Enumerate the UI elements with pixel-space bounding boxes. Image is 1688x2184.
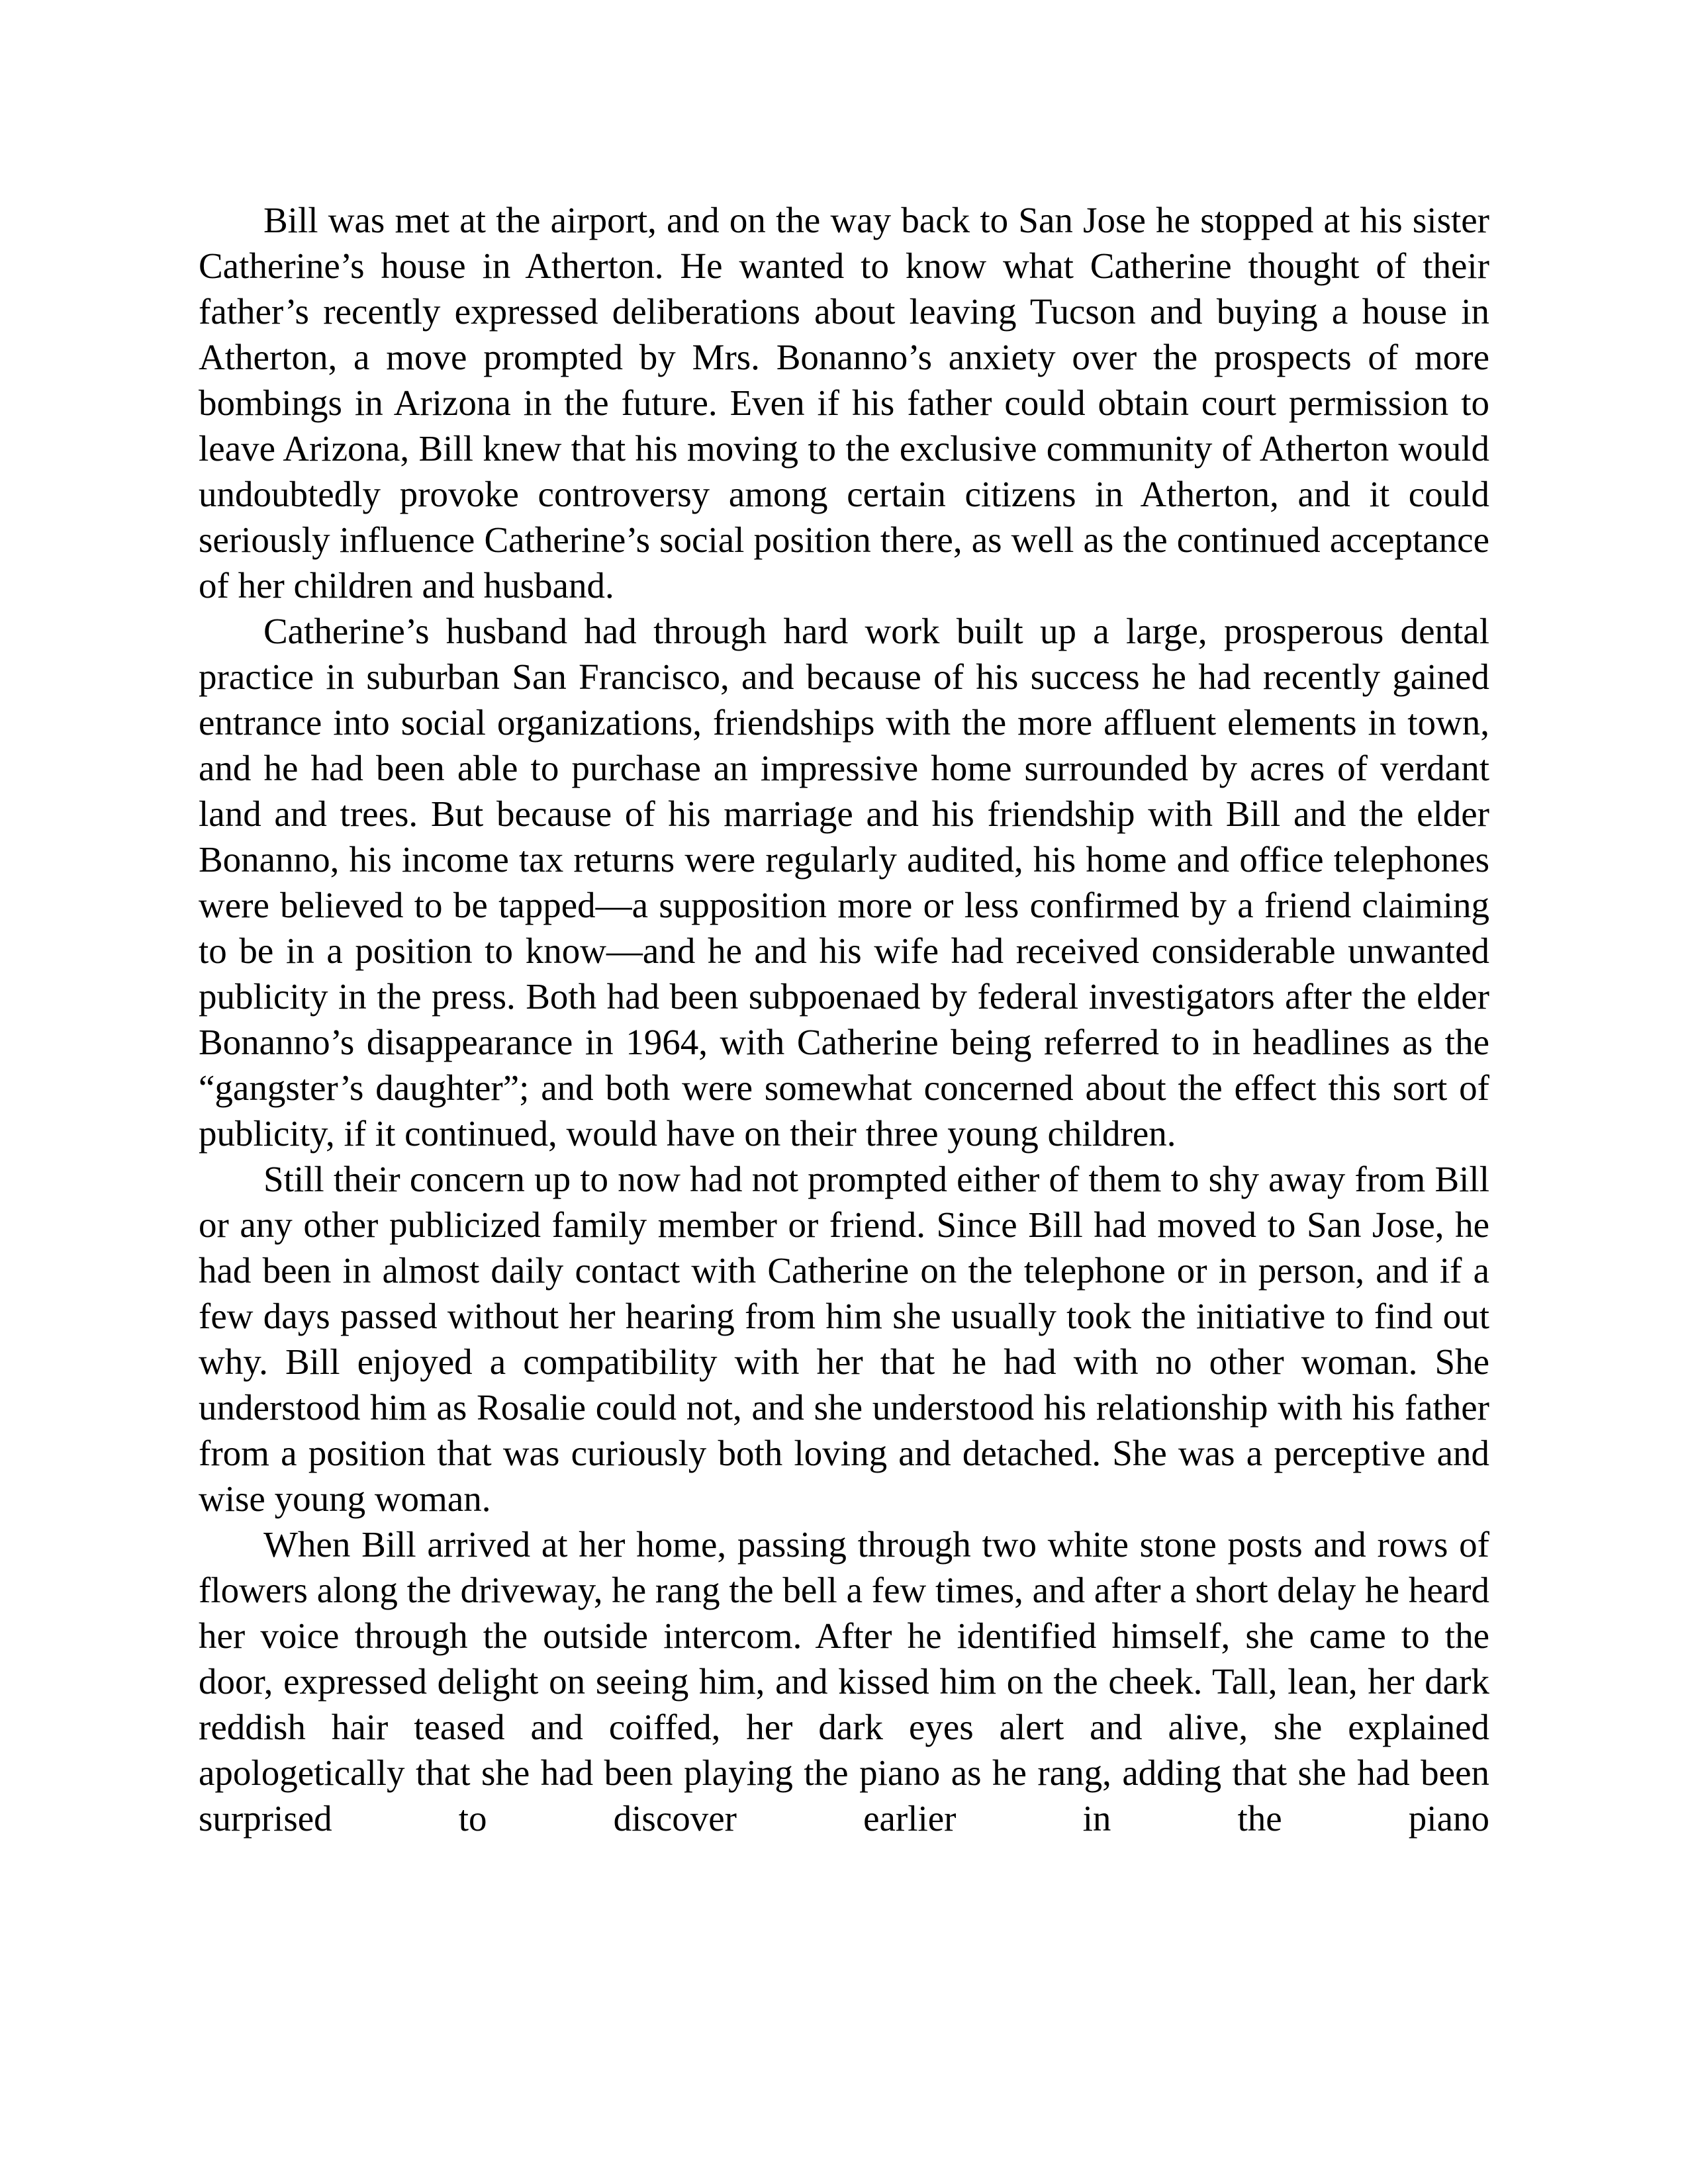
paragraph-3: Still their concern up to now had not prompted either of them to shy away from Bill or any other publicized family member or friend. Since Bill had moved to San Jose, he had been in almost daily contact with Catherine on the telephone or in person, and if a few days passed without her hearing from him she usually took the initiative to find out why. Bill enjoyed a compatibility with her that he had with no other woman. She understood him as Rosalie could not, and she understood his relationship with his father from a position that was curiously both loving and detached. She was a perceptive and wise young woman. bbox=[199, 1159, 1489, 1519]
paragraph-1: Bill was met at the airport, and on the way back to San Jose he stopped at his sister Catherine’s house in Atherton. He wanted to know what Catherine thought of their father’s recently expressed deliberations about leaving Tucson and buying a house in Atherton, a move prompted by Mrs. Bonanno’s anxiety over the prospects of more bombings in Arizona in the future. Even if his father could obtain court permission to leave Arizona, Bill knew that his moving to the exclusive community of Atherton would undoubtedly provoke controversy among certain citizens in Atherton, and it could seriously influence Catherine’s social position there, as well as the continued acceptance of her children and husband. bbox=[199, 200, 1489, 606]
document-page bbox=[199, 197, 1489, 1841]
paragraph-4: When Bill arrived at her home, passing through two white stone posts and rows of flowers along the driveway, he rang the bell a few times, and after a short delay he heard her voice through the outside intercom. After he identified himself, she came to the door, expressed delight on seeing him, and kissed him on the cheek. Tall, lean, her dark reddish hair teased and coiffed, her dark eyes alert and alive, she explained apologetically that she had been playing the piano as he rang, adding that she had been surprised to discover earlier in the piano bbox=[199, 1524, 1489, 1839]
paragraph-2: Catherine’s husband had through hard work built up a large, prosperous dental practice in suburban San Francisco, and because of his success he had recently gained entrance into social organizations, friendships with the more affluent elements in town, and he had been able to purchase an impressive home surrounded by acres of verdant land and trees. But because of his marriage and his friendship with Bill and the elder Bonanno, his income tax returns were regularly audited, his home and office telephones were believed to be tapped—a supposition more or less confirmed by a friend claiming to be in a position to know—and he and his wife had received considerable unwanted publicity in the press. Both had been subpoenaed by federal investigators after the elder Bonanno’s disappearance in 1964, with Catherine being referred to in headlines as the “gangster’s daughter”; and both were somewhat concerned about the effect this sort of publicity, if it continued, would have on their three young children. bbox=[199, 611, 1489, 1154]
